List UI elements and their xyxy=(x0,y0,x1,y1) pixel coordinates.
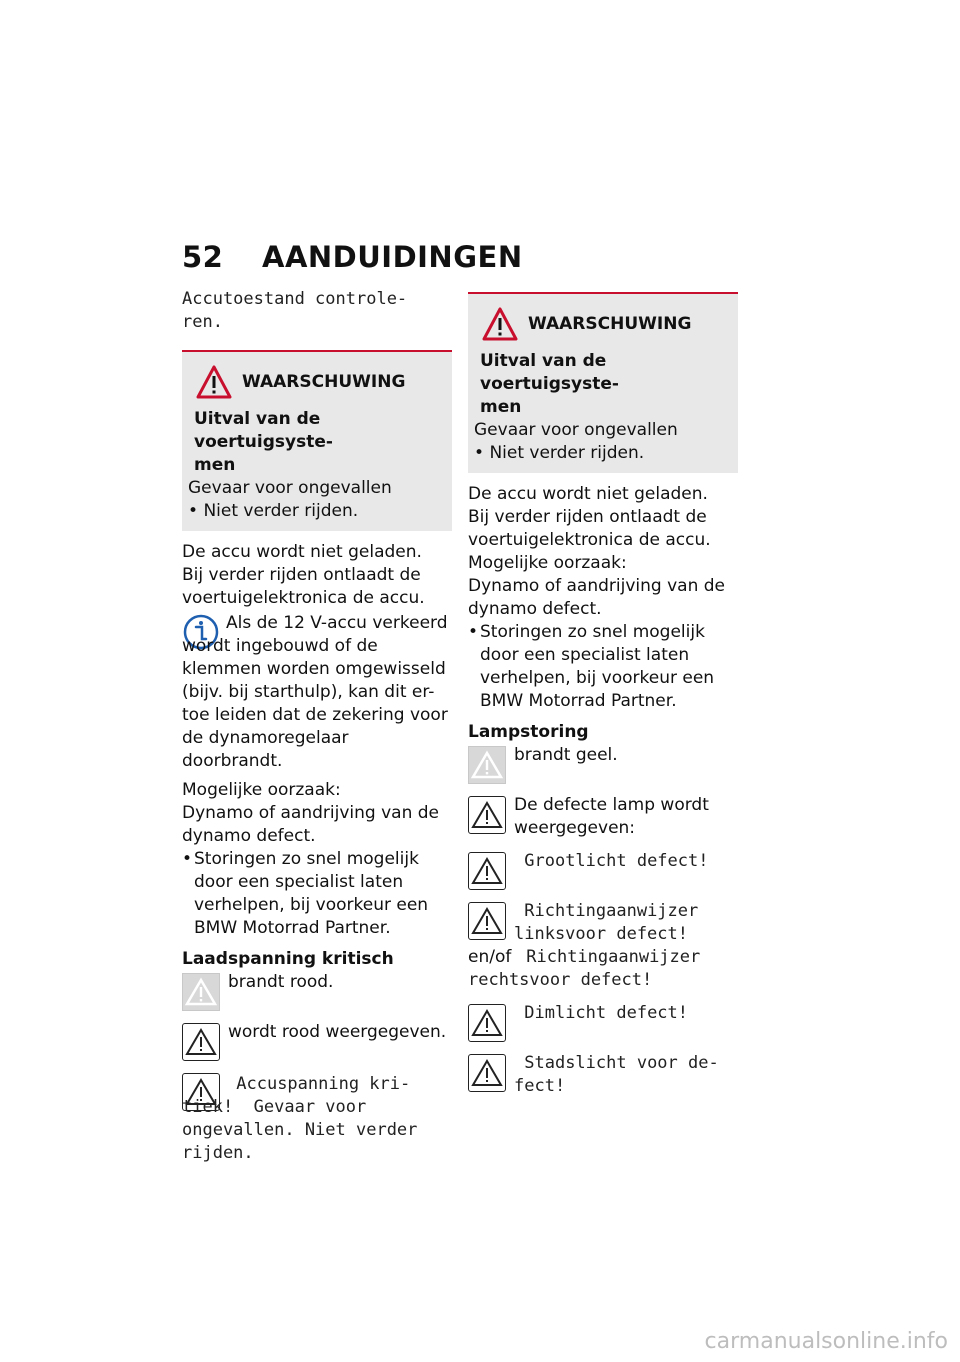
display-message: Richtingaanwijzer linksvoor defect! xyxy=(514,901,699,944)
page-title: AANDUIDINGEN xyxy=(262,240,523,274)
paragraph-not-charged: De accu wordt niet geladen. xyxy=(468,484,708,504)
warning-subtitle: Uitval van de voertuigsyste- men xyxy=(194,409,333,475)
message-row-indicator-left xyxy=(468,900,738,946)
warning-triangle-icon xyxy=(482,307,518,341)
warning-display-icon xyxy=(468,796,506,834)
watermark: carmanualsonline.info xyxy=(704,1329,948,1354)
indicator-row-display xyxy=(468,794,738,840)
voltage-message: Accuspanning kri- tiek! Gevaar voor ongevallen. Niet verder rijden. xyxy=(182,1074,418,1163)
indicator-text: wordt rood weergegeven. xyxy=(228,1022,447,1042)
action-item: • Storingen zo snel mogelijk xyxy=(182,848,452,871)
warning-bullet: • Niet verder rijden. xyxy=(474,443,645,463)
warning-display-icon xyxy=(468,1054,506,1092)
warning-title: WAARSCHUWING xyxy=(528,314,692,334)
message-row-highbeam xyxy=(468,850,738,890)
action-list xyxy=(182,848,452,871)
warning-title: WAARSCHUWING xyxy=(242,372,406,392)
section-title-lamp: Lampstoring xyxy=(468,722,589,742)
warning-danger: Gevaar voor ongevallen xyxy=(474,420,678,440)
action-item: • Storingen zo snel mogelijk xyxy=(468,621,738,644)
indicator-row-display xyxy=(182,1021,452,1061)
paragraph-not-charged: De accu wordt niet geladen. xyxy=(182,542,422,562)
action-continuation: door een specialist laten verhelpen, bij voorkeur een BMW Motorrad Partner. xyxy=(480,645,715,711)
left-column xyxy=(182,288,452,1165)
display-message: Dimlicht defect! xyxy=(514,1003,689,1023)
warning-display-icon xyxy=(468,1004,506,1042)
display-message: Richtingaanwijzer rechtsvoor defect! xyxy=(468,947,701,990)
message-row-parking xyxy=(468,1052,738,1098)
info-text: Als de 12 V-accu verkeerd wordt ingebouwd of de klemmen worden omgewisseld (bijv. bij starthulp), kan dit er-toe leiden dat de zekering voor de dynamoregelaar doorbrandt. xyxy=(182,613,448,771)
indicator-row-yellow-lamp xyxy=(468,744,738,784)
cause-text: Dynamo of aandrijving van de dynamo defect. xyxy=(182,803,439,846)
display-message: Stadslicht voor de- fect! xyxy=(514,1053,719,1096)
cause-text: Dynamo of aandrijving van de dynamo defect. xyxy=(468,576,725,619)
warning-bullet-text: Niet verder rijden. xyxy=(203,501,359,521)
right-column xyxy=(468,288,738,1098)
warning-display-icon xyxy=(468,902,506,940)
section-title-voltage: Laadspanning kritisch xyxy=(182,949,394,969)
indicator-row-red-lamp xyxy=(182,971,452,1011)
warning-danger: Gevaar voor ongevallen xyxy=(188,478,392,498)
indicator-text: brandt geel. xyxy=(514,745,618,765)
warning-triangle-icon xyxy=(196,365,232,399)
warning-bullet-text: Niet verder rijden. xyxy=(489,443,645,463)
warning-lamp-icon xyxy=(468,746,506,784)
page-header xyxy=(182,240,742,280)
cause-label: Mogelijke oorzaak: xyxy=(468,553,627,573)
or-label: en/of xyxy=(468,947,512,967)
warning-subtitle: Uitval van de voertuigsyste- men xyxy=(480,351,619,417)
warning-box xyxy=(468,292,738,473)
warning-lamp-icon xyxy=(182,973,220,1011)
indicator-text: De defecte lamp wordt weergegeven: xyxy=(514,795,709,838)
warning-box xyxy=(182,350,452,531)
page-number: 52 xyxy=(182,240,224,274)
warning-header xyxy=(474,304,732,344)
message-row-lowbeam xyxy=(468,1002,738,1042)
action-list xyxy=(468,621,738,644)
intro-message: Accutoestand controle- ren. xyxy=(182,289,408,332)
paragraph-discharge: Bij verder rijden ontlaadt de voertuigelektronica de accu. xyxy=(468,507,711,550)
display-message: Grootlicht defect! xyxy=(514,851,709,871)
warning-display-icon xyxy=(468,852,506,890)
indicator-text: brandt rood. xyxy=(228,972,334,992)
warning-header xyxy=(188,362,446,402)
warning-bullet: • Niet verder rijden. xyxy=(188,501,359,521)
warning-display-icon xyxy=(182,1023,220,1061)
action-continuation: door een specialist laten verhelpen, bij voorkeur een BMW Motorrad Partner. xyxy=(194,872,429,938)
cause-label: Mogelijke oorzaak: xyxy=(182,780,341,800)
paragraph-discharge: Bij verder rijden ontlaadt de voertuigelektronica de accu. xyxy=(182,565,425,608)
